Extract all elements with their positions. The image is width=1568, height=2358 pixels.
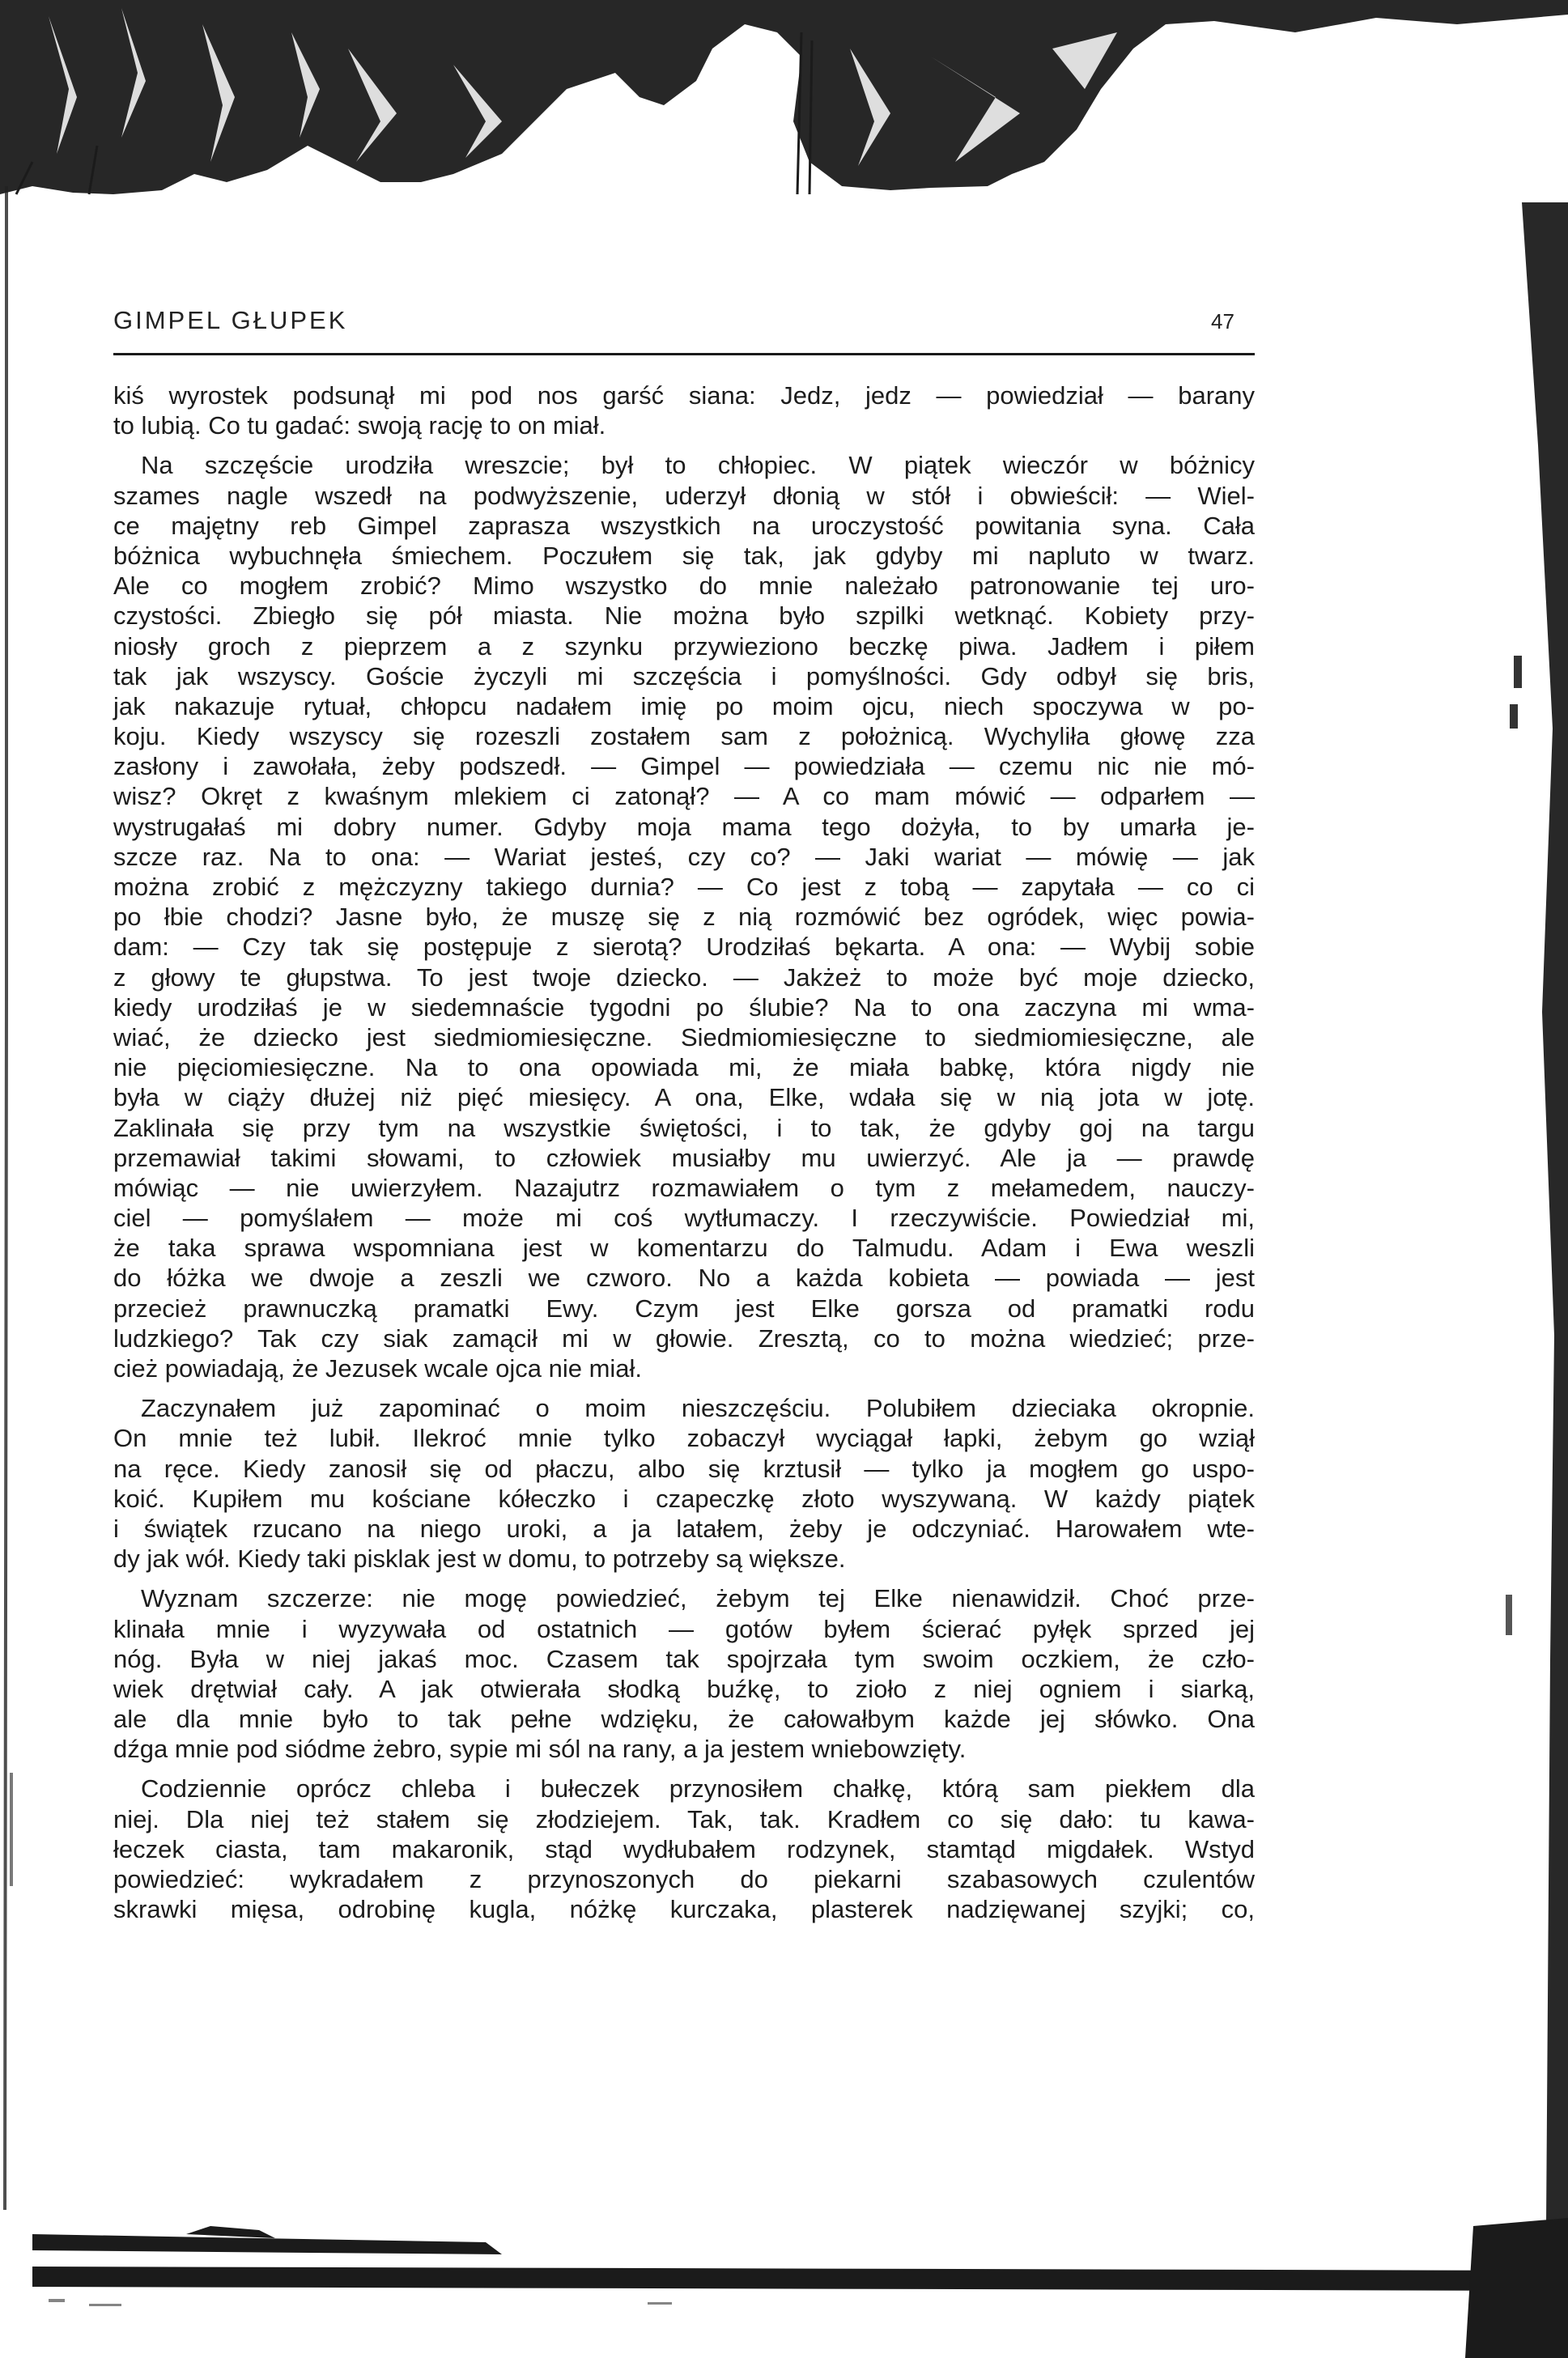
body-text: [113, 380, 1255, 1924]
page-number: 47: [1211, 309, 1234, 334]
text-line: kiedy urodziłaś je w siedemnaście tygodni po ślubie? Na to ona zaczyna mi wma-: [113, 992, 1255, 1022]
text-line: wisz? Okręt z kwaśnym mlekiem ci zatonął? — A co mam mówić — odparłem —: [113, 782, 1255, 811]
text-line: Wyznam szczerze: nie mogę powiedzieć, żebym tej Elke nienawidził. Choć prze-: [141, 1584, 1255, 1613]
running-title: GIMPEL GŁUPEK: [113, 306, 348, 334]
text-line: można zrobić z mężczyzny takiego durnia? — Co jest z tobą — zapytała — co ci: [113, 873, 1255, 901]
text-line: nie pięciomiesięczne. Na to ona opowiada mi, że miała babkę, która nigdy nie: [113, 1053, 1255, 1082]
damaged-bottom-edge: [0, 2202, 1568, 2358]
text-line: ce majętny reb Gimpel zaprasza wszystkich na uroczystość powitania syna. Cała: [113, 511, 1255, 540]
text-line: szames nagle wszedł na podwyższenie, uderzył dłonią w stół i obwieścił: — Wiel-: [113, 481, 1255, 510]
text-line: łeczek ciasta, tam makaronik, stąd wydłubałem rodzynek, stamtąd migdałek. Wstyd: [113, 1834, 1255, 1863]
text-line: Zaklinała się przy tym na wszystkie świętości, i to tak, że gdyby goj na targu: [113, 1113, 1255, 1142]
text-line: przecież prawnuczką pramatki Ewy. Czym jest Elke gorsza od pramatki rodu: [113, 1294, 1255, 1323]
paragraph: [113, 450, 1255, 1383]
scan-right-edge-mark: [1489, 202, 1568, 2226]
text-line: dam: — Czy tak się postępuje z sierotą? Urodziłaś bękarta. A ona: — Wybij sobie: [113, 933, 1255, 962]
text-line: i świątek rzucano na niego uroki, a ja latałem, żeby je odczyniać. Harowałem wte-: [113, 1514, 1255, 1543]
text-line: niej. Dla niej też stałem się złodziejem. Tak, tak. Kradłem co się dało: tu kawa-: [113, 1804, 1255, 1833]
paragraph: [113, 1583, 1255, 1764]
text-line: to lubią. Co tu gadać: swoją rację to on miał.: [113, 411, 606, 440]
text-line: klinała mnie i wyzywała od ostatnich — gotów byłem ścierać pyłęk sprzed jej: [113, 1614, 1255, 1643]
paragraph: [113, 1393, 1255, 1574]
text-line: powiedzieć: wykradałem z przynoszonych do piekarni szabasowych czulentów: [113, 1865, 1255, 1893]
text-line: że taka sprawa wspomniana jest w komentarzu do Talmudu. Adam i Ewa weszli: [113, 1234, 1255, 1263]
text-line: czystości. Zbiegło się pół miasta. Nie można było szpilki wetknąć. Kobiety przy-: [113, 601, 1255, 631]
text-line: On mnie też lubił. Ilekroć mnie tylko zobaczył wyciągał łapki, żebym go wziął: [113, 1424, 1255, 1453]
text-line: ale dla mnie było to tak pełne wdzięku, że całowałbym każde jej słówko. Ona: [113, 1705, 1255, 1734]
text-line: na ręce. Kiedy zanosił się od płaczu, albo się krztusił — tylko ja mogłem go uspo-: [113, 1454, 1255, 1483]
text-line: skrawki mięsa, odrobinę kugla, nóżkę kurczaka, plasterek nadzięwanej szyjki; co,: [113, 1895, 1255, 1924]
text-line: do łóżka we dwoje a zeszli we czworo. No a każda kobieta — powiada — jest: [113, 1264, 1255, 1293]
text-line: koju. Kiedy wszyscy się rozeszli zostałem sam z położnicą. Wychyliła głowę zza: [113, 722, 1255, 751]
text-line: dźga mnie pod siódme żebro, sypie mi sól na rany, a ja jestem wniebowzięty.: [113, 1735, 967, 1764]
text-line: ciel — pomyślałem — może mi coś wytłumaczy. I rzeczywiście. Powiedział mi,: [113, 1204, 1255, 1233]
text-line: tak jak wszyscy. Goście życzyli mi szczęścia i pomyślności. Gdy odbył się bris,: [113, 661, 1255, 690]
text-line: jak nakazuje rytuał, chłopcu nadałem imię po moim ojcu, niech spoczywa w po-: [113, 691, 1255, 720]
damaged-top-edge-illustration: [0, 0, 1568, 202]
text-line: była w ciąży dłużej niż pięć miesięcy. A ona, Elke, wdała się w nią jota w jotę.: [113, 1083, 1255, 1112]
text-line: z głowy te głupstwa. To jest twoje dziecko. — Jakżeż to może być moje dziecko,: [113, 962, 1255, 992]
text-line: po łbie chodzi? Jasne było, że muszę się z nią rozmówić bez ogródek, więc powia-: [113, 903, 1255, 932]
text-line: ludzkiego? Tak czy siak zamącił mi w głowie. Zresztą, co to można wiedzieć; prze-: [113, 1323, 1255, 1353]
text-line: wiek drętwiał cały. A jak otwierała słodką buźkę, to zioło z niej ogniem i siarką,: [113, 1674, 1255, 1703]
text-line: Ale co mogłem zrobić? Mimo wszystko do mnie należało patronowanie tej uro-: [113, 571, 1255, 601]
text-line: Zaczynałem już zapominać o moim nieszczęściu. Polubiłem dzieciaka okropnie.: [141, 1394, 1255, 1423]
text-line: cież powiadają, że Jezusek wcale ojca nie miał.: [113, 1354, 643, 1383]
text-line: nóg. Była w niej jakaś moc. Czasem tak spojrzała tym swoim oczkiem, że czło-: [113, 1644, 1255, 1673]
paragraph: [113, 380, 1255, 440]
text-line: mówiąc — nie uwierzyłem. Nazajutrz rozmawiałem o tym z mełamedem, nauczy-: [113, 1173, 1255, 1202]
text-line: kiś wyrostek podsunął mi pod nos garść siana: Jedz, jedz — powiedział — barany: [113, 381, 1255, 410]
text-line: niosły groch z pieprzem a z szynku przywieziono beczkę piwa. Jadłem i piłem: [113, 631, 1255, 661]
text-line: koić. Kupiłem mu kościane kółeczko i czapeczkę złoto wyszywaną. W każdy piątek: [113, 1484, 1255, 1513]
text-line: szcze raz. Na to ona: — Wariat jesteś, czy co? — Jaki wariat — mówię — jak: [113, 842, 1255, 871]
text-line: wystrugałaś mi dobry numer. Gdyby moja mama tego dożyła, to by umarła je-: [113, 812, 1255, 841]
text-line: wiać, że dziecko jest siedmiomiesięczne. Siedmiomiesięczne to siedmiomiesięczne, ale: [113, 1022, 1255, 1052]
paragraph: [113, 1774, 1255, 1924]
text-line: bóżnica wybuchnęła śmiechem. Poczułem się tak, jak gdyby mi napluto w twarz.: [113, 541, 1255, 570]
text-line: Na szczęście urodziła wreszcie; był to chłopiec. W piątek wieczór w bóżnicy: [141, 451, 1255, 480]
header-rule: [113, 353, 1255, 355]
text-line: dy jak wół. Kiedy taki pisklak jest w domu, to potrzeby są większe.: [113, 1544, 846, 1574]
text-line: zasłony i zawołała, żeby podszedł. — Gimpel — powiedziała — czemu nic nie mó-: [113, 752, 1255, 781]
scan-left-edge-mark: [0, 186, 32, 2210]
text-line: przemawiał takimi słowami, to człowiek musiałby mu uwierzyć. Ale ja — prawdę: [113, 1143, 1255, 1172]
text-line: Codziennie oprócz chleba i bułeczek przynosiłem chałkę, którą sam piekłem dla: [141, 1774, 1255, 1804]
